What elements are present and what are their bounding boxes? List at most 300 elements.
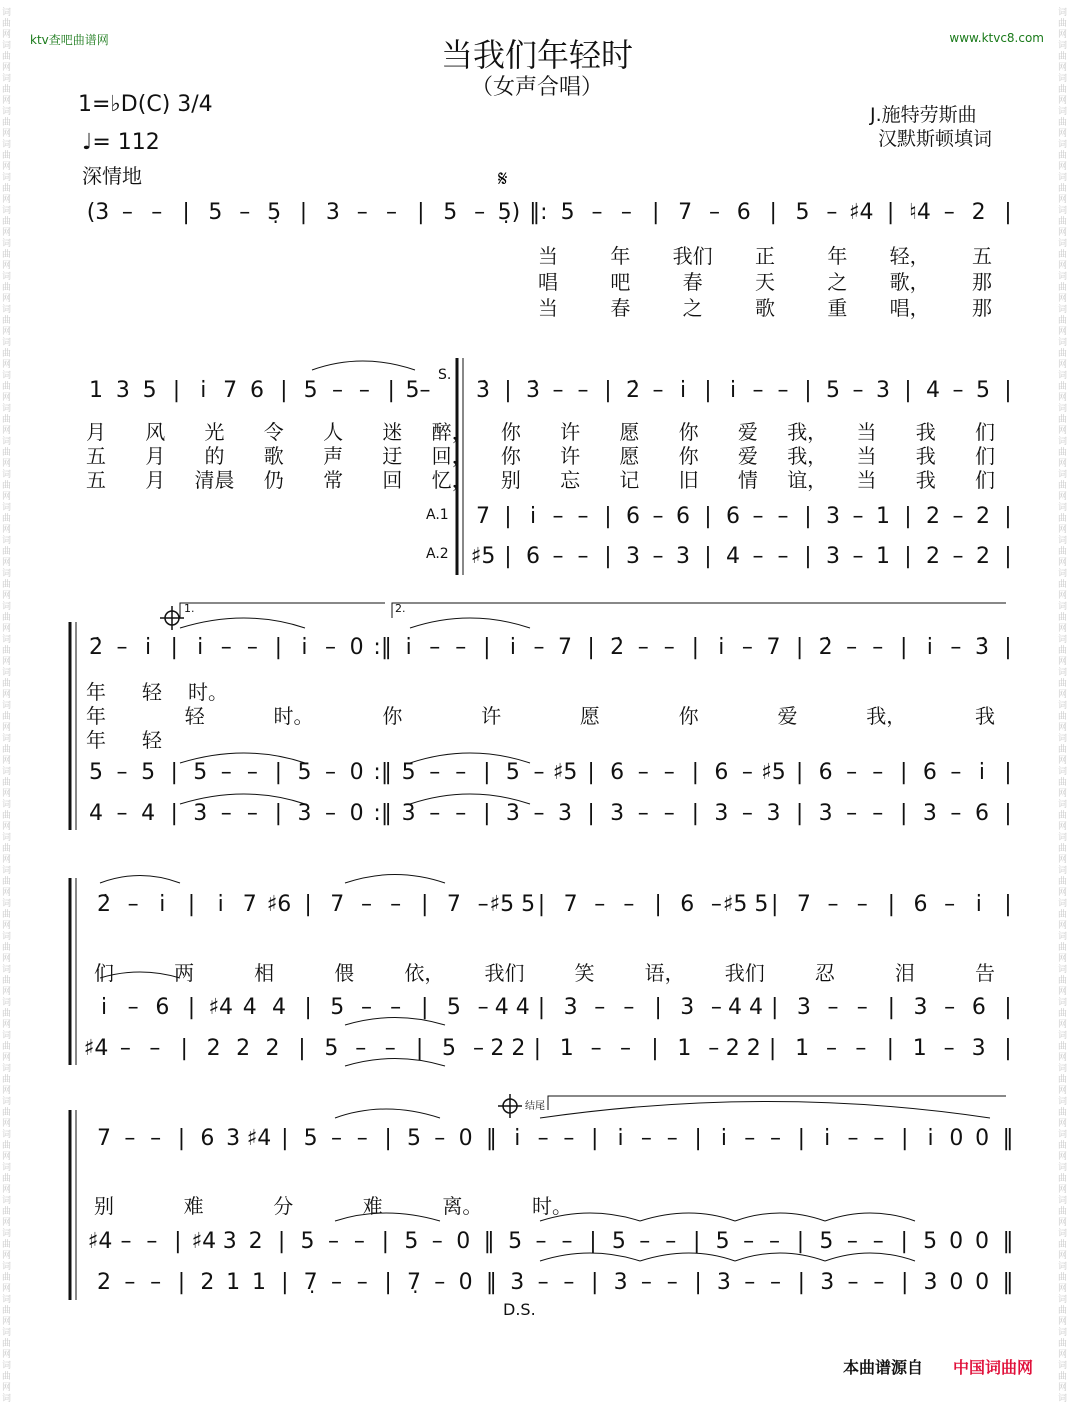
note: 0 <box>975 1126 990 1151</box>
lyric: 笑 <box>574 961 595 985</box>
note: – <box>127 995 139 1020</box>
note: ‖ <box>1002 1229 1014 1254</box>
note: | <box>483 801 491 826</box>
watermark-char: 词 <box>1058 503 1068 513</box>
note: | <box>900 801 908 826</box>
note: 2̇ <box>610 635 625 660</box>
note: 5 <box>442 1036 457 1061</box>
note: i̇ <box>301 635 308 660</box>
note: ‖ <box>485 1126 497 1151</box>
watermark-char: 曲 <box>2 1207 12 1217</box>
watermark-char: 词 <box>1058 1064 1068 1074</box>
note: 5̣ <box>267 200 282 225</box>
note: | <box>387 378 395 403</box>
note: 3 <box>226 1126 241 1151</box>
watermark-char: 网 <box>1058 1053 1068 1063</box>
lyric: 当 <box>538 244 558 268</box>
note: | <box>795 801 804 826</box>
watermark-char: 词 <box>2 1361 12 1371</box>
note: 2 <box>236 1036 251 1061</box>
note: 3 <box>563 995 578 1020</box>
watermark-char: 词 <box>2 1295 12 1305</box>
lyric: 你 <box>382 704 403 728</box>
note: 5 <box>142 378 157 403</box>
watermark-char: 曲 <box>1058 976 1068 986</box>
song-subtitle: （女声合唱） <box>470 75 603 100</box>
note: i̇ <box>729 378 737 403</box>
lyric: 正 <box>755 244 775 268</box>
watermark-char: 曲 <box>1058 1009 1068 1019</box>
note: 3 <box>297 801 312 826</box>
lyric: 难 <box>362 1194 383 1218</box>
watermark-char: 曲 <box>2 943 12 953</box>
note: – <box>563 1270 575 1295</box>
note: ♯5 <box>470 544 496 569</box>
lyric: 我 <box>915 444 936 468</box>
note: – <box>146 1229 158 1254</box>
lyric: 旧 <box>678 468 699 492</box>
watermark-char: 词 <box>1058 569 1068 579</box>
watermark-char: 曲 <box>1058 118 1068 128</box>
watermark-char: 曲 <box>2 283 12 293</box>
note: | <box>1004 760 1012 785</box>
lyric: 时。 <box>273 704 314 728</box>
note: 6 <box>155 995 170 1020</box>
note: | <box>604 504 612 529</box>
lyric: 轻 <box>184 704 205 728</box>
watermark-char: 曲 <box>1058 1339 1068 1349</box>
note: – <box>455 635 467 660</box>
note: | <box>796 1229 805 1254</box>
note: – <box>666 1270 678 1295</box>
note: 0 <box>456 1229 471 1254</box>
watermark-char: 网 <box>2 1218 12 1228</box>
note: | <box>1004 504 1012 529</box>
note: 7 <box>476 504 490 529</box>
note: – <box>220 760 232 785</box>
note: – <box>652 504 664 529</box>
watermark-char: 网 <box>2 162 12 172</box>
note: – <box>591 200 603 225</box>
lyric: 们 <box>975 468 995 492</box>
note: i̇ <box>975 892 982 917</box>
lyric: 春 <box>682 270 703 294</box>
note: 5 <box>193 760 208 785</box>
watermark-char: 网 <box>2 1086 12 1096</box>
watermark-char: 曲 <box>1058 151 1068 161</box>
watermark-char: 词 <box>2 338 12 348</box>
note: | <box>591 1126 599 1151</box>
watermark-char: 曲 <box>1058 283 1068 293</box>
coda-label: 结尾 <box>525 1101 545 1112</box>
watermark-char: 词 <box>1058 800 1068 810</box>
note: | <box>589 1229 597 1254</box>
lyric: 忘 <box>560 468 581 492</box>
note: 4 <box>141 801 156 826</box>
watermark-char: 网 <box>1058 1152 1068 1162</box>
watermark-char: 曲 <box>1058 1207 1068 1217</box>
note: – <box>846 1229 858 1254</box>
watermark-char: 网 <box>2 195 12 205</box>
note: i̇ <box>679 378 687 403</box>
watermark-char: 曲 <box>2 646 12 656</box>
note: – <box>121 200 133 225</box>
note: 6 <box>913 892 928 917</box>
watermark-char: 曲 <box>1058 1372 1068 1382</box>
watermark-char: 词 <box>1058 305 1068 315</box>
note: – <box>246 635 258 660</box>
watermark-char: 词 <box>1058 767 1068 777</box>
lyric: 谊， <box>787 468 828 492</box>
lyric: 们 <box>94 961 114 985</box>
note: | <box>417 200 425 225</box>
lyric: 迂 <box>382 444 403 468</box>
watermark-char: 网 <box>1058 822 1068 832</box>
note: 5 <box>826 378 840 403</box>
note: 3 <box>505 801 520 826</box>
note: 0 <box>975 1229 990 1254</box>
watermark-char: 词 <box>2 1262 12 1272</box>
note: – <box>752 504 764 529</box>
watermark-char: 网 <box>2 591 12 601</box>
watermark-char: 网 <box>1058 393 1068 403</box>
note: i̇ <box>926 635 933 660</box>
watermark-char: 词 <box>1058 371 1068 381</box>
watermark-char: 网 <box>1058 1020 1068 1030</box>
watermark-char: 曲 <box>2 1273 12 1283</box>
note: – <box>827 995 839 1020</box>
volta-2: 2. <box>395 602 406 615</box>
lyric: 人 <box>323 420 344 444</box>
note: :‖ <box>373 760 392 785</box>
watermark-char: 曲 <box>2 778 12 788</box>
note: 5– <box>405 378 431 403</box>
lyric: 年 <box>610 244 631 268</box>
watermark-char: 曲 <box>1058 316 1068 326</box>
note: 5 <box>443 200 458 225</box>
note: – <box>769 1229 780 1254</box>
note: 1 <box>559 1036 574 1061</box>
watermark-char: 词 <box>2 668 12 678</box>
note: i̇ <box>718 635 725 660</box>
note: | <box>304 892 312 917</box>
note: 0 <box>949 1270 964 1295</box>
note: – <box>652 378 664 403</box>
note: 2 <box>206 1036 221 1061</box>
note: – <box>777 504 789 529</box>
watermark-char: 网 <box>2 1317 12 1327</box>
note: 2 <box>200 1270 215 1295</box>
note: – <box>852 378 864 403</box>
watermark-char: 词 <box>1058 437 1068 447</box>
lyric: 那 <box>972 270 992 294</box>
watermark-char: 词 <box>1058 734 1068 744</box>
watermark-char: 曲 <box>2 910 12 920</box>
watermark-char: 网 <box>2 393 12 403</box>
note: – <box>353 1229 365 1254</box>
note: 3 <box>971 1036 986 1061</box>
note: 5 <box>406 1126 421 1151</box>
note: | <box>691 635 700 660</box>
lyric: 愿 <box>619 444 640 468</box>
note: 2̇ <box>89 635 103 660</box>
note: ♯5 5 <box>722 892 769 917</box>
note: – <box>356 200 368 225</box>
lyric: 许 <box>560 420 581 444</box>
watermark-char: 网 <box>1058 63 1068 73</box>
note: 5 <box>715 1229 730 1254</box>
watermark-char: 网 <box>1058 360 1068 370</box>
watermark-char: 网 <box>2 492 12 502</box>
lyric: 令 <box>263 420 284 444</box>
note: – <box>652 544 664 569</box>
note: – <box>151 200 163 225</box>
watermark-char: 词 <box>1058 932 1068 942</box>
note: | <box>587 801 595 826</box>
note: – <box>149 1036 161 1061</box>
note: – <box>663 760 675 785</box>
note: | <box>887 892 896 917</box>
note: – <box>384 1036 396 1061</box>
lyric: 轻， <box>889 244 930 268</box>
watermark-char: 曲 <box>2 877 12 887</box>
watermark-char: 曲 <box>2 1009 12 1019</box>
note: 5 <box>560 200 575 225</box>
note: 5 <box>976 378 990 403</box>
note: – <box>246 760 258 785</box>
note: | <box>694 1270 702 1295</box>
note: 3̇ <box>476 378 490 403</box>
note: – <box>952 504 964 529</box>
note: – <box>533 801 545 826</box>
note: | <box>177 1126 186 1151</box>
note: 3 <box>610 801 625 826</box>
lyric: 月 <box>86 420 106 444</box>
note: | <box>187 892 196 917</box>
watermark-char: 网 <box>1058 1119 1068 1129</box>
note: 7 <box>446 892 461 917</box>
lyric: 许 <box>481 704 502 728</box>
note: – <box>577 544 589 569</box>
watermark-char: 词 <box>1058 1328 1068 1338</box>
lyric: 之 <box>682 296 703 320</box>
watermark-char: 曲 <box>2 118 12 128</box>
note: – <box>665 1229 677 1254</box>
note: – <box>590 1036 602 1061</box>
watermark-char: 词 <box>2 8 12 18</box>
note: 3 <box>193 801 208 826</box>
lyric: 当 <box>856 468 877 492</box>
watermark-char: 曲 <box>1058 580 1068 590</box>
note: – <box>846 635 858 660</box>
watermark-char: 曲 <box>2 349 12 359</box>
lyric: 们 <box>975 420 995 444</box>
note: | <box>900 1229 908 1254</box>
watermark-char: 曲 <box>2 844 12 854</box>
watermark-char: 词 <box>2 635 12 645</box>
lyric: 重 <box>827 296 848 320</box>
watermark-char: 词 <box>1058 1394 1068 1404</box>
note: – <box>856 995 868 1020</box>
watermark-char: 曲 <box>2 1075 12 1085</box>
watermark-char: 曲 <box>1058 811 1068 821</box>
note: i̇ <box>100 995 108 1020</box>
note: 3 <box>826 544 840 569</box>
watermark-char: 词 <box>2 107 12 117</box>
watermark-char: 网 <box>1058 1251 1068 1261</box>
watermark-char: 词 <box>2 833 12 843</box>
note: | <box>900 1270 909 1295</box>
note: – <box>474 200 486 225</box>
note: – <box>563 1126 575 1151</box>
note: – <box>827 892 839 917</box>
note: | <box>804 504 812 529</box>
lyric: 忆， <box>431 468 472 492</box>
note: – <box>330 1270 342 1295</box>
note: 7̣ <box>303 1270 318 1295</box>
lyric: 许 <box>560 444 581 468</box>
note: 5 <box>795 200 810 225</box>
watermark-char: 词 <box>1058 404 1068 414</box>
note: – <box>561 1229 573 1254</box>
note: – <box>477 892 489 917</box>
note: – <box>355 1036 367 1061</box>
source-site[interactable]: 中国词曲网 <box>953 1358 1034 1377</box>
note: | <box>298 1036 306 1061</box>
watermark-char: 曲 <box>1058 382 1068 392</box>
watermark-char: 网 <box>1058 459 1068 469</box>
note: – <box>950 801 962 826</box>
note: | <box>704 378 712 403</box>
watermark-char: 网 <box>2 1119 12 1129</box>
watermark-char: 词 <box>2 503 12 513</box>
note: i̇ <box>720 1126 727 1151</box>
note: | <box>900 760 908 785</box>
watermark-char: 网 <box>1058 1284 1068 1294</box>
lyric: 当 <box>856 420 877 444</box>
lyric: 春 <box>610 296 631 320</box>
watermark-char: 网 <box>1058 723 1068 733</box>
lyric: 我， <box>866 704 907 728</box>
watermark-char: 词 <box>2 272 12 282</box>
watermark-char: 网 <box>1058 228 1068 238</box>
lyric: 仍 <box>263 468 284 492</box>
lyric: 那 <box>972 296 992 320</box>
lyric: 我们 <box>672 244 713 268</box>
note: 6 <box>526 544 540 569</box>
note: | <box>1004 892 1012 917</box>
watermark-char: 曲 <box>1058 646 1068 656</box>
note: – <box>752 378 764 403</box>
watermark-char: 词 <box>1058 536 1068 546</box>
source-label: 本曲谱源自 <box>843 1358 924 1377</box>
watermark-char: 曲 <box>2 316 12 326</box>
note: – <box>434 1126 446 1151</box>
note: | <box>504 504 512 529</box>
watermark-char: 曲 <box>1058 52 1068 62</box>
key-signature: 1=♭D(C) 3/4 <box>78 92 213 117</box>
note: | <box>304 995 312 1020</box>
note: – <box>594 995 606 1020</box>
watermark-char: 词 <box>2 569 12 579</box>
note: – <box>552 504 564 529</box>
watermark-char: 词 <box>1058 1295 1068 1305</box>
note: 6 <box>922 760 937 785</box>
note: – <box>777 544 789 569</box>
note: – <box>944 995 956 1020</box>
note: 6 <box>680 892 695 917</box>
watermark-char: 曲 <box>1058 217 1068 227</box>
note: 3 <box>922 801 937 826</box>
note: – <box>872 801 884 826</box>
watermark-char: 词 <box>2 1064 12 1074</box>
note: ♯4 <box>87 1229 113 1254</box>
lyric: 分 <box>273 1194 294 1218</box>
note: 6 <box>714 760 729 785</box>
note: 0 <box>349 635 364 660</box>
lyric: 轻 <box>142 728 162 752</box>
note: ♯5 <box>552 760 578 785</box>
watermark-char: 词 <box>1058 1163 1068 1173</box>
note: – <box>431 1229 443 1254</box>
watermark-char: 词 <box>1058 668 1068 678</box>
note: – <box>950 635 962 660</box>
note: – <box>741 801 753 826</box>
lyric: 光 <box>204 420 225 444</box>
note: | <box>1004 200 1012 225</box>
watermark-char: 曲 <box>2 1042 12 1052</box>
lyric: 偎 <box>334 961 355 985</box>
note: i̇ <box>978 760 985 785</box>
watermark-char: 词 <box>1058 272 1068 282</box>
note: – <box>770 1270 782 1295</box>
note: 0 <box>458 1126 473 1151</box>
note: 5 <box>208 200 223 225</box>
note: i̇ <box>529 504 537 529</box>
watermark-char: 网 <box>1058 426 1068 436</box>
note: | <box>174 1229 182 1254</box>
note: – <box>620 200 632 225</box>
watermark-char: 网 <box>1058 294 1068 304</box>
watermark-char: 词 <box>2 602 12 612</box>
note: 0 <box>949 1126 964 1151</box>
watermark-char: 网 <box>2 360 12 370</box>
lyric: 时。 <box>532 1194 572 1218</box>
note: :‖ <box>373 801 392 826</box>
note: – <box>552 378 564 403</box>
note: ♯5 5 <box>489 892 536 917</box>
note: ‖ <box>483 1229 495 1254</box>
watermark-char: 词 <box>2 932 12 942</box>
note: – <box>741 635 753 660</box>
watermark-char: 曲 <box>2 580 12 590</box>
watermark-char: 网 <box>1058 954 1068 964</box>
note: – <box>825 1036 837 1061</box>
watermark-char: 曲 <box>1058 1240 1068 1250</box>
note: 3 <box>826 504 840 529</box>
note: | <box>904 504 912 529</box>
note: 7 <box>97 1126 111 1151</box>
note: 2 <box>97 1270 111 1295</box>
note: – <box>620 1036 632 1061</box>
note: | <box>795 760 804 785</box>
note: – <box>429 801 441 826</box>
watermark-char: 网 <box>2 855 12 865</box>
note: – <box>856 892 868 917</box>
note: | <box>281 1270 289 1295</box>
note: | <box>274 801 283 826</box>
note: | <box>170 801 178 826</box>
